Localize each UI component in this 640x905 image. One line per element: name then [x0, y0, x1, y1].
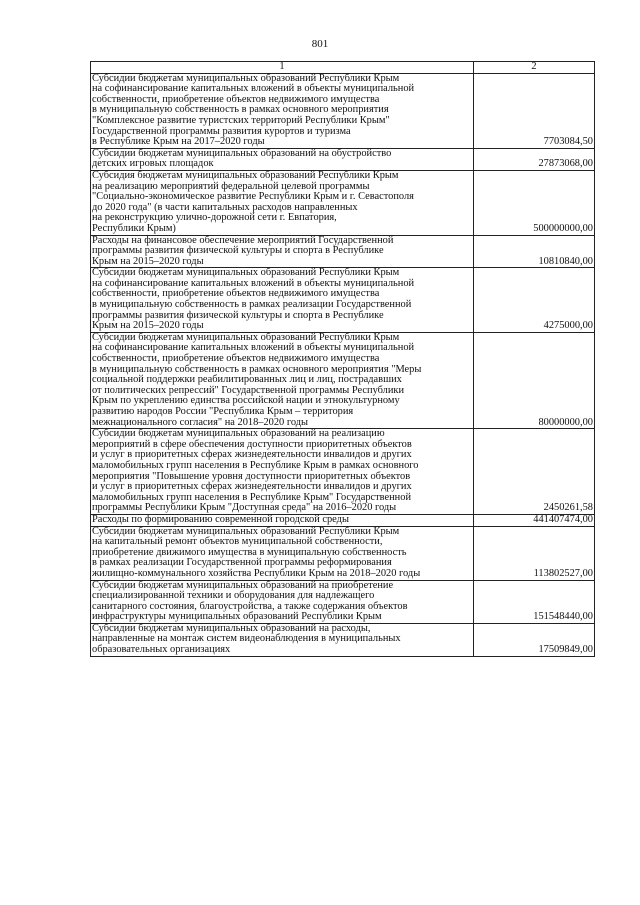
expense-description: Субсидии бюджетам муниципальных образований на приобретение специализированной техники и оборудования для надлежащего санитарного состояния, благоустройства, а также содержания объектов инфраструктуры муниципальных образований Республики Крым	[91, 580, 474, 623]
column-header-2: 2	[474, 62, 595, 74]
table-row	[91, 429, 595, 515]
expense-amount: 4275000,00	[474, 268, 595, 333]
table-row	[91, 235, 595, 268]
expense-description: Субсидии бюджетам муниципальных образований Республики Крым на софинансирование капитальных вложений в объекты муниципальной собственности, приобретение объектов недвижимого имущества в муниципальную собственность в рамках реализации Государственной программы развития физической культуры и спорта в Республике Крым на 2015–2020 годы	[91, 268, 474, 333]
expense-amount: 17509849,00	[474, 623, 595, 656]
expense-description: Субсидии бюджетам муниципальных образований на реализацию мероприятий в сфере обеспечения доступности приоритетных объектов и услуг в приоритетных сферах жизнедеятельности инвалидов и других маломобильных групп населения в Республике Крым в рамках основного мероприятия "Повышение уровня доступности приоритетных объектов и услуг в приоритетных сферах жизнедеятельности инвалидов и других маломобильных групп населения в Республике Крым" Государственной программы Республики Крым "Доступная среда" на 2016–2020 годы	[91, 429, 474, 515]
expense-description: Субсидии бюджетам муниципальных образований Республики Крым на софинансирование капитальных вложений в объекты муниципальной собственности, приобретение объектов недвижимого имущества в муниципальную собственность в рамках основного мероприятия "Комплексное развитие туристских территорий Республики Крым" Государственной программы развития курортов и туризма в Республике Крым на 2017–2020 годы	[91, 73, 474, 148]
table-row	[91, 580, 595, 623]
expense-amount: 151548440,00	[474, 580, 595, 623]
expense-description: Субсидии бюджетам муниципальных образований Республики Крым на софинансирование капитальных вложений в объекты муниципальной собственности, приобретение объектов недвижимого имущества в муниципальную собственность в рамках основного мероприятия "Меры социальной поддержки реабилитированных лиц и лиц, пострадавших от политических репрессий" Государственной программы Республики Крым по укреплению единства российской нации и этнокультурному развитию народов России "Республика Крым – территория межнационального согласия" на 2018–2020 годы	[91, 332, 474, 428]
table-row	[91, 268, 595, 333]
expense-amount: 7703084,50	[474, 73, 595, 148]
expense-amount: 113802527,00	[474, 526, 595, 580]
expense-description: Расходы на финансовое обеспечение мероприятий Государственной программы развития физической культуры и спорта в Республике Крым на 2015–2020 годы	[91, 235, 474, 268]
expense-description: Субсидии бюджетам муниципальных образований Республики Крым на капитальный ремонт объектов муниципальной собственности, приобретение движимого имущества в муниципальную собственность в рамках реализации Государственной программы реформирования жилищно-коммунального хозяйства Республики Крым на 2018–2020 годы	[91, 526, 474, 580]
table-header-row	[91, 62, 595, 74]
expense-description: Субсидии бюджетам муниципальных образований на обустройство детских игровых площадок	[91, 148, 474, 170]
table-row	[91, 623, 595, 656]
table-row	[91, 526, 595, 580]
expense-amount: 10810840,00	[474, 235, 595, 268]
expense-description: Субсидия бюджетам муниципальных образований Республики Крым на реализацию мероприятий федеральной целевой программы "Социально-экономическое развитие Республики Крым и г. Севастополя до 2020 года" (в части капитальных расходов направленных на реконструкцию улично-дорожной сети г. Евпатория, Республики Крым)	[91, 170, 474, 235]
table-row	[91, 148, 595, 170]
expense-description: Субсидии бюджетам муниципальных образований на расходы, направленные на монтаж систем видеонаблюдения в муниципальных образовательных организациях	[91, 623, 474, 656]
budget-table	[90, 61, 595, 657]
page-number: 801	[311, 38, 329, 50]
expense-amount: 441407474,00	[474, 514, 595, 526]
expense-description: Расходы по формированию современной городской среды	[91, 514, 474, 526]
expense-amount: 27873068,00	[474, 148, 595, 170]
expense-amount: 80000000,00	[474, 332, 595, 428]
table-row	[91, 514, 595, 526]
table-row	[91, 332, 595, 428]
expense-amount: 500000000,00	[474, 170, 595, 235]
expense-amount: 2450261,58	[474, 429, 595, 515]
table-row	[91, 73, 595, 148]
table-row	[91, 170, 595, 235]
column-header-1: 1	[91, 62, 474, 74]
